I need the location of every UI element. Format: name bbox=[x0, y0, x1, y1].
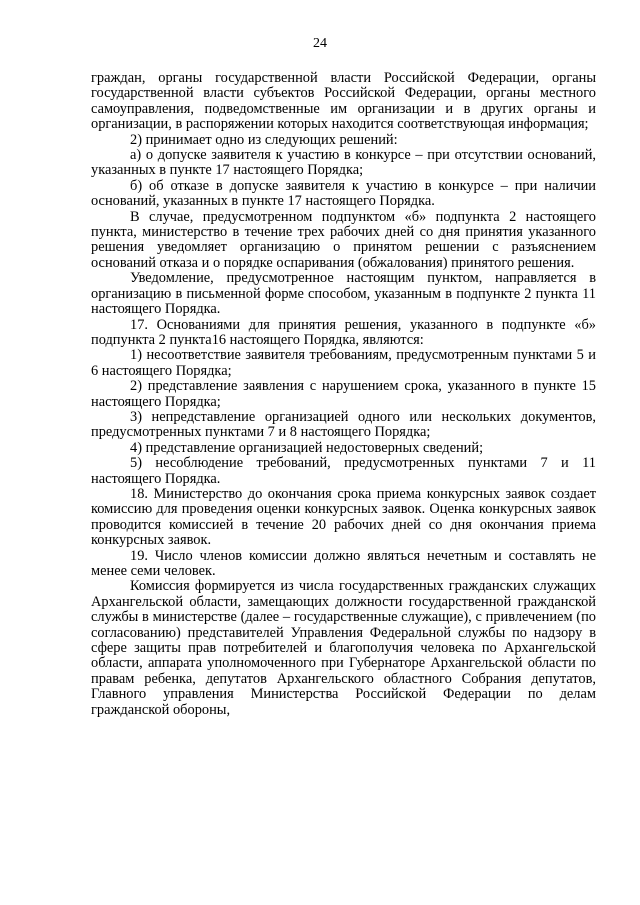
paragraph-continuation: граждан, органы государственной власти Российской Федерации, органы государственной власти субъектов Российской Федерации, органы местного самоуправления, подведомственные им организации и в других органы и организации, в распоряжении которых находится соответствующая информация; bbox=[91, 70, 596, 133]
paragraph-clause-18: 18. Министерство до окончания срока приема конкурсных заявок создает комиссию для проведения оценки конкурсных заявок. Оценка конкурсных заявок проводится комиссией в течение 20 рабочих дней со дня окончания приема конкурсных заявок. bbox=[91, 485, 596, 549]
paragraph-ground-2: 2) представление заявления с нарушением срока, указанного в пункте 15 настоящего Порядка; bbox=[91, 378, 596, 410]
paragraph-clause-17: 17. Основаниями для принятия решения, указанного в подпункте «б» подпункта 2 пункта16 настоящего Порядка, являются: bbox=[91, 316, 596, 348]
paragraph-subitem-b: б) об отказе в допуске заявителя к участию в конкурсе – при наличии оснований, указанных в пункте 17 настоящего Порядка. bbox=[91, 177, 596, 210]
paragraph-ground-5: 5) несоблюдение требований, предусмотренных пунктами 7 и 11 настоящего Порядка. bbox=[91, 455, 596, 487]
paragraph-subitem-a: а) о допуске заявителя к участию в конкурсе – при отсутствии оснований, указанных в пункте 17 настоящего Порядка; bbox=[91, 147, 596, 179]
paragraph-ground-3: 3) непредставление организацией одного или нескольких документов, предусмотренных пунктами 7 и 8 настоящего Порядка; bbox=[91, 408, 596, 441]
document-body bbox=[91, 71, 596, 718]
paragraph-decision-item: 2) принимает одно из следующих решений: bbox=[130, 131, 398, 148]
paragraph-ground-1: 1) несоответствие заявителя требованиям, предусмотренным пунктами 5 и 6 настоящего Порядка; bbox=[91, 347, 596, 379]
paragraph-refusal-notice: В случае, предусмотренном подпунктом «б» подпункта 2 настоящего пункта, министерство в течение трех рабочих дней со дня принятия указанного решения уведомляет организацию о принятом решении с разъяснением оснований отказа и о порядке оспаривания (обжалования) принятого решения. bbox=[91, 208, 596, 271]
paragraph-notification: Уведомление, предусмотренное настоящим пунктом, направляется в организацию в письменной форме способом, указанным в подпункте 2 пункта 11 настоящего Порядка. bbox=[91, 270, 596, 318]
paragraph-clause-19: 19. Число членов комиссии должно являться нечетным и составлять не менее семи человек. bbox=[91, 547, 596, 579]
page-number: 24 bbox=[313, 36, 327, 51]
paragraph-commission-composition: Комиссия формируется из числа государственных гражданских служащих Архангельской области, замещающих должности государственной гражданской службы в министерстве (далее – государственные служащие), с привлечением (по согласованию) представителей Управления Федеральной службы по надзору в сфере защиты прав потребителей и благополучия человека по Архангельской области, аппарата уполномоченного при Губернаторе Архангельской области по правам ребенка, депутатов Архангельского областного Собрания депутатов, Главного управления Министерства Российской Федерации по делам гражданской обороны, bbox=[91, 578, 596, 718]
paragraph-ground-4: 4) представление организацией недостоверных сведений; bbox=[130, 439, 484, 456]
